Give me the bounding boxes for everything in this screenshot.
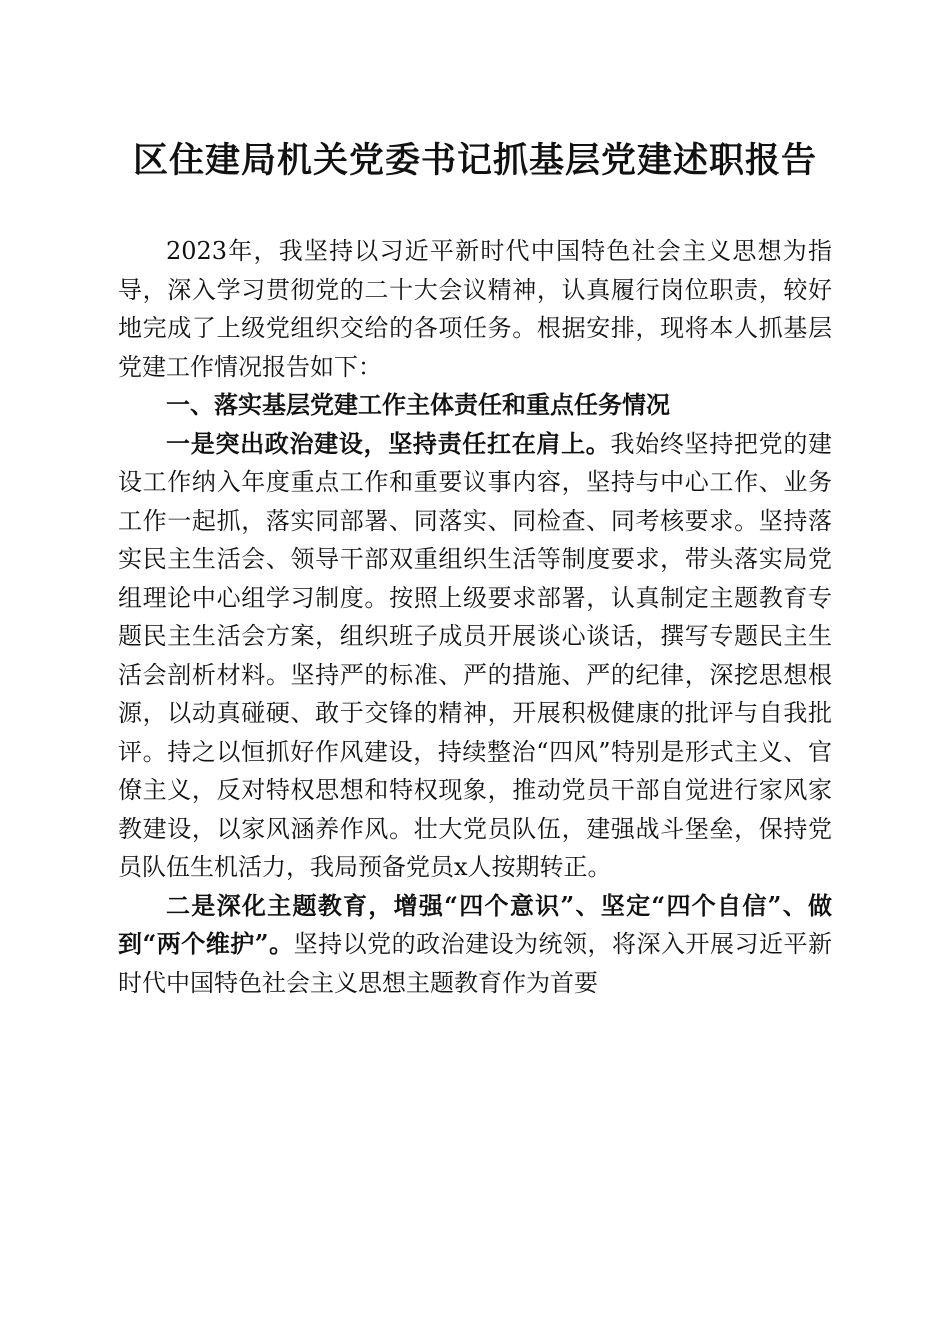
- intro-paragraph: 2023年，我坚持以习近平新时代中国特色社会主义思想为指导，深入学习贯彻党的二十大会议精神，认真履行岗位职责，较好地完成了上级党组织交给的各项任务。根据安排，现将本人抓基层党建工作情况报告如下：: [118, 237, 832, 381]
- paragraph-political-building: [118, 425, 832, 887]
- paragraph-lead: 二是深化主题教育，增强“四个意识”、坚定“四个自信”、做到“两个维护”。: [118, 890, 832, 958]
- document-body: [118, 232, 832, 1002]
- paragraph-lead: 一是突出政治建设，坚持责任扛在肩上。: [166, 428, 611, 458]
- paragraph-theme-education: [118, 887, 832, 1003]
- section-heading: 一、落实基层党建工作主体责任和重点任务情况: [166, 391, 670, 419]
- document-title: 区住建局机关党委书记抓基层党建述职报告: [132, 140, 817, 181]
- paragraph-text: 坚持以党的政治建设为统领，将深入开展习近平新时代中国特色社会主义思想主题教育作为首要: [118, 930, 833, 997]
- document-page: [118, 0, 832, 1344]
- paragraph-text: 我始终坚持把党的建设工作纳入年度重点工作和重要议事内容，坚持与中心工作、业务工作一起抓，落实同部署、同落实、同检查、同考核要求。坚持落实民主生活会、领导干部双重组织生活等制度要求，带头落实局党组理论中心组学习制度。按照上级要求部署，认真制定主题教育专题民主生活会方案，组织班子成员开展谈心谈话，撰写专题民主生活会剖析材料。坚持严的标准、严的措施、严的纪律，深挖思想根源，以动真碰硬、敢于交锋的精神，开展积极健康的批评与自我批评。持之以恒抓好作风建设，持续整治“四风”特别是形式主义、官僚主义，反对特权思想和特权现象，推动党员干部自觉进行家风家教建设，以家风涵养作风。壮大党员队伍，建强战斗堡垒，保持党员队伍生机活力，我局预备党员x人按期转正。: [118, 429, 833, 881]
